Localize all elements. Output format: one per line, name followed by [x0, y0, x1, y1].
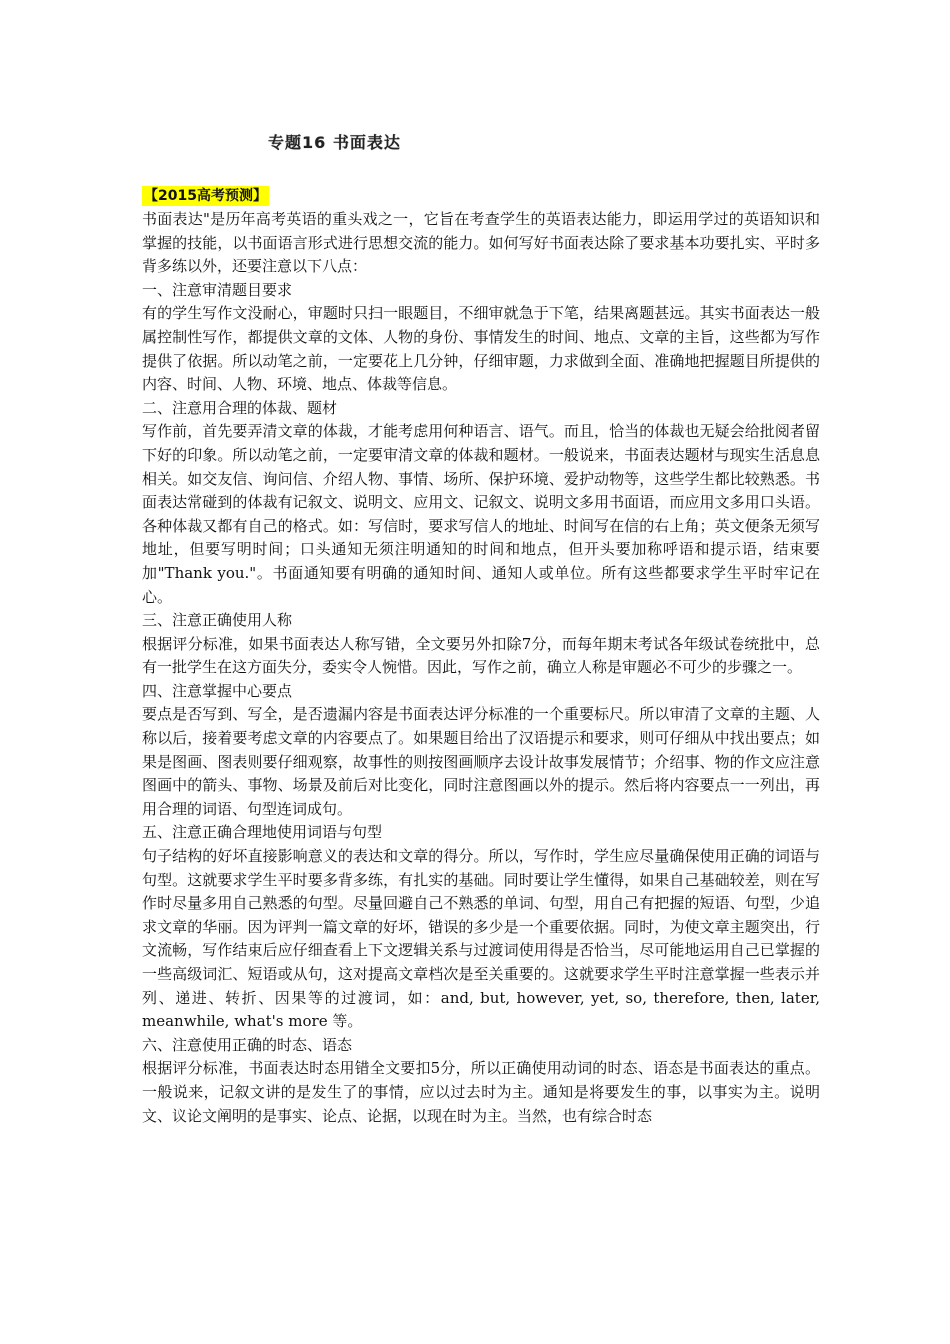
section-body: 根据评分标准，如果书面表达人称写错，全文要另外扣除7分，而每年期末考试各年级试卷统批中，总有一批学生在这方面失分，委实令人惋惜。因此，写作之前，确立人称是审题必不可少的步骤之一。: [142, 634, 820, 677]
section-body: 有的学生写作文没耐心，审题时只扫一眼题目，不细审就急于下笔，结果离题甚远。其实书面表达一般属控制性写作，都提供文章的文体、人物的身份、事情发生的时间、地点、文章的主旨，这些都为写作提供了依据。所以动笔之前，一定要花上几分钟，仔细审题，力求做到全面、准确地把握题目所提供的内容、时间、人物、环境、地点、体裁等信息。: [142, 304, 820, 394]
document-body: [142, 184, 820, 1128]
document-title: 专题16 书面表达: [268, 133, 401, 152]
intro-paragraph: 书面表达"是历年高考英语的重头戏之一，它旨在考查学生的英语表达能力，即运用学过的英语知识和掌握的技能，以书面语言形式进行思想交流的能力。如何写好书面表达除了要求基本功要扎实、平时多背多练以外，还要注意以下八点：: [142, 210, 820, 276]
section-body: 要点是否写到、写全，是否遗漏内容是书面表达评分标准的一个重要标尺。所以审清了文章的主题、人称以后，接着要考虑文章的内容要点了。如果题目给出了汉语提示和要求，则可仔细从中找出要点；如果是图画、图表则要仔细观察，故事性的则按图画顺序去设计故事发展情节；介绍事、物的作文应注意图画中的箭头、事物、场景及前后对比变化，同时注意图画以外的提示。然后将内容要点一一列出，再用合理的词语、句型连词成句。: [142, 705, 820, 818]
section-heading: 二、注意用合理的体裁、题材: [142, 398, 338, 417]
section-heading: 六、注意使用正确的时态、语态: [142, 1035, 353, 1054]
section-body: 写作前，首先要弄清文章的体裁，才能考虑用何种语言、语气。而且，恰当的体裁也无疑会给批阅者留下好的印象。所以动笔之前，一定要审清文章的体裁和题材。一般说来，书面表达题材与现实生活息息相关。如交友信、询问信、介绍人物、事情、场所、保护环境、爱护动物等，这些学生都比较熟悉。书面表达常碰到的体裁有记叙文、说明文、应用文、记叙文、说明文多用书面语，而应用文多用口头语。各种体裁又都有自己的格式。如：写信时，要求写信人的地址、时间写在信的右上角；英文便条无须写地址，但要写明时间；口头通知无须注明通知的时间和地点，但开头要加称呼语和提示语，结束要加"Thank you."。书面通知要有明确的通知时间、通知人或单位。所有这些都要求学生平时牢记在心。: [142, 422, 820, 606]
section-body: 句子结构的好坏直接影响意义的表达和文章的得分。所以，写作时，学生应尽量确保使用正确的词语与句型。这就要求学生平时要多背多练，有扎实的基础。同时要让学生懂得，如果自己基础较差，则在写作时尽量多用自己熟悉的句型。尽量回避自己不熟悉的单词、句型，用自己有把握的短语、句型，少追求文章的华丽。因为评判一篇文章的好坏，错误的多少是一个重要依据。同时，为使文章主题突出，行文流畅，写作结束后应仔细查看上下文逻辑关系与过渡词使用得是否恰当，尽可能地运用自己已掌握的一些高级词汇、短语或从句，这对提高文章档次是至关重要的。这就要求学生平时注意掌握一些表示并列、递进、转折、因果等的过渡词，如：and, but, however, yet, so, therefore, then, later, meanwhile, what's more 等。: [142, 847, 820, 1031]
forecast-badge: 【2015高考预测】: [144, 188, 267, 204]
section-heading: 一、注意审清题目要求: [142, 280, 293, 299]
section-heading: 四、注意掌握中心要点: [142, 681, 293, 700]
section-body: 根据评分标准，书面表达时态用错全文要扣5分，所以正确使用动词的时态、语态是书面表达的重点。一般说来，记叙文讲的是发生了的事情，应以过去时为主。通知是将要发生的事，以事实为主。说明文、议论文阐明的是事实、论点、论据，以现在时为主。当然，也有综合时态: [142, 1059, 820, 1125]
section-heading: 五、注意正确合理地使用词语与句型: [142, 823, 383, 842]
section-heading: 三、注意正确使用人称: [142, 611, 293, 630]
